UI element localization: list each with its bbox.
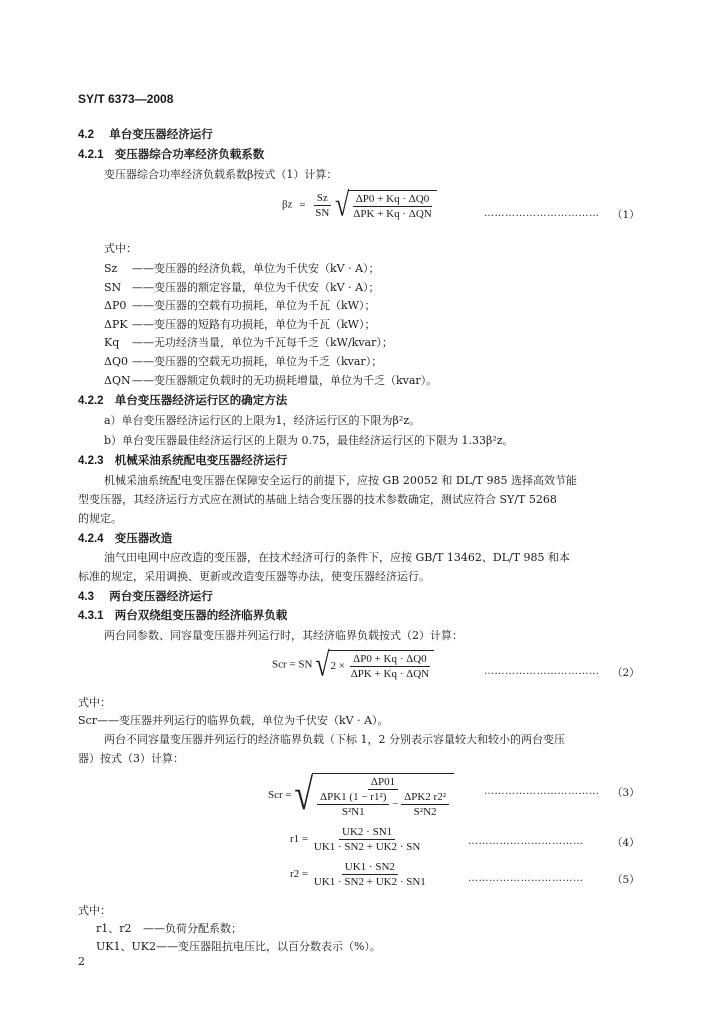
- paragraph-line: 型变压器，其经济运行方式应在测试的基础上结合变压器的技术参数确定，测试应符合 SY/T 5268: [78, 493, 557, 506]
- eq-lhs: Scr =: [268, 789, 292, 802]
- symbol-definition: [96, 938, 381, 954]
- section-4-2-2: [78, 392, 287, 408]
- section-4-2-3: [78, 452, 287, 468]
- symbol-desc: ——变压器的短路有功损耗，单位为千瓦（kW）；: [132, 317, 376, 331]
- symbol-desc: ——负荷分配系数；: [143, 922, 243, 935]
- section-title: 变压器改造: [114, 533, 173, 545]
- symbol: ΔPK: [104, 317, 128, 331]
- fraction: $\frac{UK1 \cdot SN2}{UK1 \cdot SN2 + UK2 \cdot SN1}$: [313, 861, 426, 888]
- equation-4: [290, 826, 423, 853]
- page-number: 2: [78, 955, 85, 968]
- list-item-a: a）单台变压器经济运行区的上限为1，经济运行区的下限为β²z。: [104, 414, 421, 427]
- equation-label: （3）: [612, 787, 640, 799]
- symbol: Kq: [104, 336, 120, 350]
- symbol-desc: ——变压器的空载有功损耗，单位为千瓦（kW）；: [132, 299, 376, 313]
- leader-dots: ……………………………: [468, 873, 584, 884]
- symbol-definition: [104, 316, 375, 332]
- leader-dots: ……………………………: [484, 786, 600, 797]
- symbol-desc: ——变压器阻抗电压比，以百分数表示（%）。: [155, 940, 381, 953]
- where-title: 式中：: [78, 696, 111, 709]
- list-item-b: b）单台变压器最佳经济运行区的上限为 0.75，最佳经济运行区的下限为 1.33β²z。: [104, 434, 514, 447]
- equation-label: （1）: [612, 209, 640, 221]
- eq-lhs: βz: [282, 198, 293, 211]
- sqrt: √ $\frac{\Delta P0 + Kq \cdot \Delta Q0}{\text{ΔPK + Kq · ΔQN}}$: [335, 190, 437, 220]
- paragraph-line: 的规定。: [78, 512, 122, 525]
- section-title: 机械采油系统配电变压器经济运行: [114, 455, 288, 467]
- symbol: ΔQN: [104, 373, 131, 387]
- paragraph: 两台同参数、同容量变压器并列运行时，其经济临界负载按式（2）计算：: [104, 629, 463, 642]
- fraction: $\frac{UK2 \cdot SN1}{UK1 \cdot SN2 + UK2 \cdot SN}$: [313, 826, 421, 853]
- symbol: Scr: [78, 714, 97, 727]
- eq-lhs: r1 =: [290, 833, 309, 846]
- paragraph: 变压器综合功率经济负载系数β按式（1）计算：: [104, 168, 338, 181]
- equation-5: [290, 861, 429, 888]
- symbol: ΔP0: [104, 299, 127, 313]
- symbol-desc: ——变压器并列运行的临界负载，单位为千伏安（kV · A）。: [96, 714, 389, 727]
- section-number: 4.3: [78, 591, 94, 603]
- symbol-definition: [104, 353, 382, 369]
- section-4-2-1: [78, 146, 264, 162]
- symbol: r1、r2: [96, 922, 132, 935]
- symbol-desc: ——变压器的额定容量，单位为千伏安（kV · A）；: [132, 280, 380, 294]
- eq-lhs: r2 =: [290, 868, 309, 881]
- paragraph-line: 油气田电网中应改造的变压器，在技术经济可行的条件下，应按 GB/T 13462、DL/T 985 和本: [104, 551, 571, 564]
- equation-label: （4）: [612, 837, 640, 849]
- section-4-2: [78, 126, 213, 142]
- section-number: 4.3.1: [78, 610, 104, 622]
- symbol-desc: ——变压器的经济负载，单位为千伏安（kV · A）；: [132, 262, 380, 275]
- paragraph-line: 两台不同容量变压器并列运行的经济临界负载（下标 1，2 分别表示容量较大和较小的两台变压: [104, 733, 565, 746]
- symbol-definition: [104, 260, 380, 276]
- eq-lhs: Scr = SN: [272, 658, 313, 671]
- section-title: 变压器综合功率经济负载系数: [114, 149, 265, 161]
- symbol-definition: [96, 920, 242, 936]
- where-title: 式中：: [78, 904, 111, 917]
- equation-3: [268, 770, 454, 819]
- leader-dots: ……………………………: [468, 836, 584, 847]
- symbol-desc: ——变压器的空载无功损耗，单位为千乏（kvar）；: [132, 355, 383, 368]
- standard-header: SY/T 6373—2008: [78, 92, 174, 106]
- sqrt: √ 2 × $\frac{\Delta P0 + Kq \cdot \Delta Q0}{\text{ΔPK + Kq · ΔQN}}$: [315, 650, 434, 680]
- where-title: 式中：: [104, 242, 137, 255]
- symbol: Sz: [104, 262, 118, 275]
- section-4-3-1: [78, 607, 287, 623]
- symbol-desc: ——无功经济当量，单位为千瓦每千乏（kW/kvar）；: [132, 336, 393, 350]
- symbol-definition: [104, 334, 393, 350]
- symbol-definition: [104, 297, 375, 313]
- leader-dots: ……………………………: [484, 666, 600, 677]
- section-title: 单台变压器经济运行: [109, 129, 213, 141]
- section-title: 两台双绕组变压器的经济临界负载: [114, 610, 288, 622]
- section-number: 4.2.3: [78, 455, 104, 467]
- symbol: UK1、UK2: [96, 940, 156, 953]
- section-4-3: [78, 588, 213, 604]
- symbol-desc: ——变压器额定负载时的无功损耗增量，单位为千乏（kvar）。: [132, 373, 438, 387]
- leader-dots: ……………………………: [484, 208, 600, 219]
- symbol-definition: [78, 712, 389, 728]
- equation-2: [272, 645, 434, 684]
- sqrt: √ ΔP01 $\frac{\text{ΔPK1 (1 − r1²)}}{\text{S²N1}}$ − $\frac{\text{ΔPK2 r2²}}{\text{S²N2}}$: [294, 773, 454, 818]
- section-number: 4.2.4: [78, 533, 104, 545]
- paragraph-line: 标准的规定，采用调换、更新或改造变压器等办法，使变压器经济运行。: [78, 570, 430, 583]
- symbol: ΔQ0: [104, 355, 128, 368]
- paragraph-line: 机械采油系统配电变压器在保障安全运行的前提下，应按 GB 20052 和 DL/T 985 选择高效节能: [104, 474, 578, 487]
- paragraph-line: 器）按式（3）计算：: [78, 752, 184, 765]
- equation-1: βz = $\frac{Sz}{SN}$ √ $\frac{\Delta P0 + Kq \cdot \Delta Q0}{\text{ΔPK + Kq · ΔQN}}$: [282, 190, 437, 220]
- symbol: SN: [104, 280, 122, 294]
- section-number: 4.2.1: [78, 149, 104, 161]
- section-title: 两台变压器经济运行: [109, 591, 213, 603]
- equation-label: （2）: [612, 667, 640, 679]
- section-4-2-4: [78, 530, 172, 546]
- section-number: 4.2.2: [78, 395, 104, 407]
- symbol-definition: [104, 372, 437, 388]
- section-title: 单台变压器经济运行区的确定方法: [114, 395, 288, 407]
- fraction: $\frac{Sz}{SN}$: [315, 191, 330, 219]
- symbol-definition: [104, 279, 380, 295]
- section-number: 4.2: [78, 129, 94, 141]
- equation-label: （5）: [612, 874, 640, 886]
